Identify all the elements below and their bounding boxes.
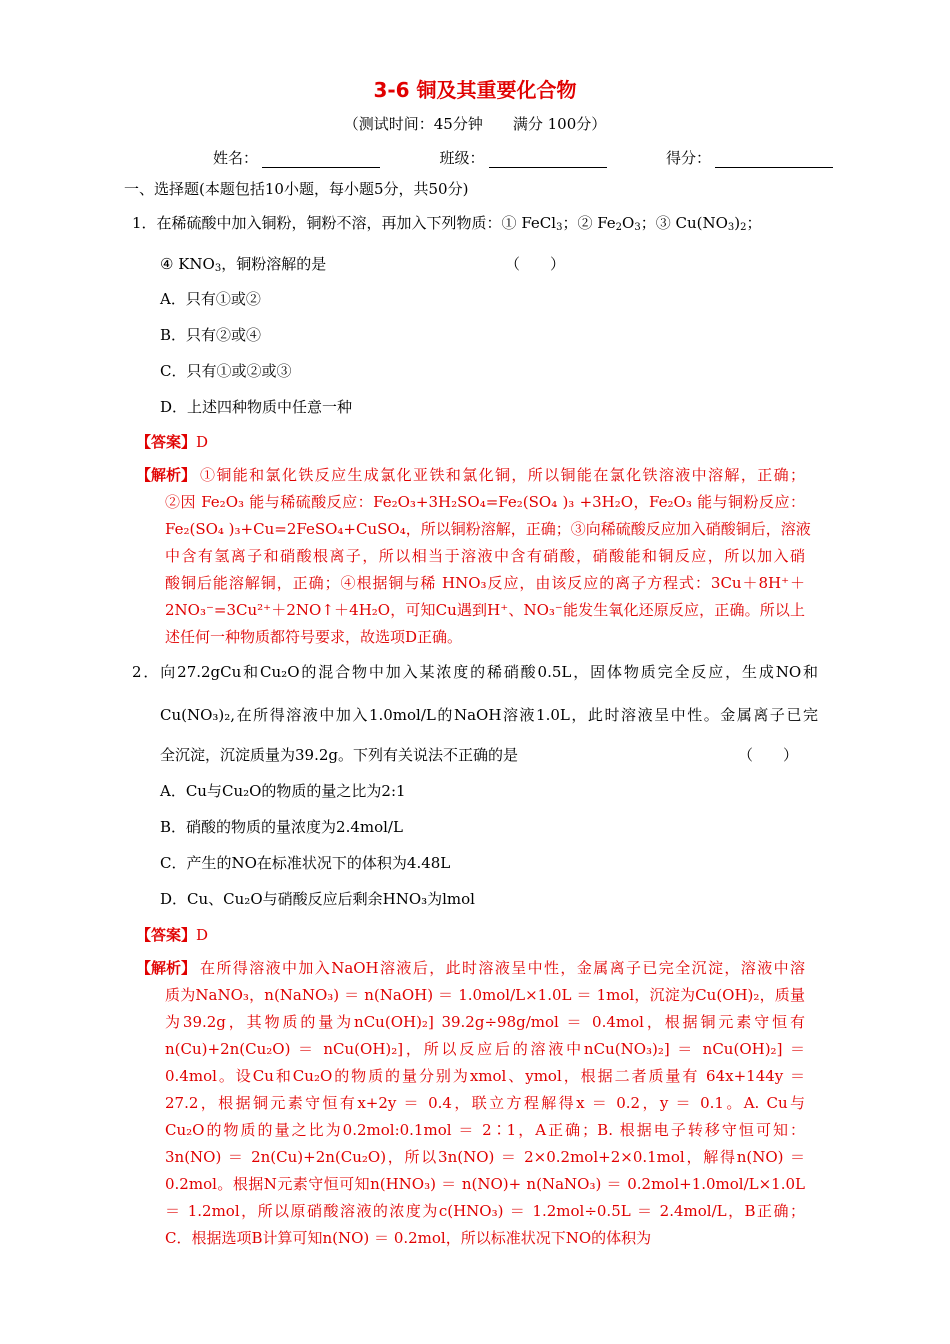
q2-analysis-line: n(Cu)+2n(Cu₂O) ＝ nCu(OH)₂]，所以反应后的溶液中nCu(NO₃)₂] ＝ nCu(OH)₂] ＝ — [165, 1040, 805, 1058]
q1-analysis-line: 酸铜后能溶解铜，正确；④根据铜与稀 HNO₃反应，由该反应的离子方程式：3Cu＋8H⁺＋ — [165, 574, 805, 592]
q2-stem-line-2: Cu(NO₃)₂,在所得溶液中加入1.0mol/L的NaOH溶液1.0L，此时溶液呈中性。金属离子已完 — [160, 706, 818, 724]
score-field — [666, 147, 833, 168]
q2-option-a: A．Cu与Cu₂O的物质的量之比为2:1 — [160, 782, 406, 800]
q2-option-c: C．产生的NO在标准状况下的体积为4.48L — [160, 854, 451, 872]
q2-answer: 【答案】D — [136, 926, 209, 944]
q2-analysis-line: 0.2mol。根据N元素守恒可知n(HNO₃) ＝ n(NO)+ n(NaNO₃) ＝ 0.2mol+1.0mol/L×1.0L — [165, 1175, 805, 1193]
q1-analysis-line: ①铜能和氯化铁反应生成氯化亚铁和氯化铜，所以铜能在氯化铁溶液中溶解，正确； — [200, 466, 805, 484]
q2-option-d: D．Cu、Cu₂O与硝酸反应后剩余HNO₃为lmol — [160, 890, 475, 908]
q2-stem-line-3: 全沉淀，沉淀质量为39.2g。下列有关说法不正确的是 — [160, 746, 519, 764]
q2-analysis-line: 在所得溶液中加入NaOH溶液后，此时溶液呈中性，金属离子已完全沉淀，溶液中溶 — [200, 959, 805, 977]
q1-analysis-line: Fe₂(SO₄ )₃+Cu=2FeSO₄+CuSO₄，所以铜粉溶解，正确；③向稀硫酸反应加入硝酸铜后，溶液 — [165, 520, 811, 538]
score-blank — [715, 151, 833, 168]
q1-option-c: C．只有①或②或③ — [160, 362, 292, 380]
q1-option-b: B．只有②或④ — [160, 326, 262, 344]
q1-stem-line-2: ④ $KNO_3$，铜粉溶解的是 — [160, 255, 327, 274]
q1-option-d: D．上述四种物质中任意一种 — [160, 398, 353, 416]
q2-analysis-line: 为39.2g，其物质的量为nCu(OH)₂] 39.2g÷98g/mol ＝ 0.4mol，根据铜元素守恒有 — [165, 1013, 805, 1031]
class-blank — [489, 151, 607, 168]
test-info: （测试时间：45分钟 满分 100分） — [343, 115, 607, 133]
q1-analysis-tag: 【解析】 — [136, 466, 197, 484]
q1-stem-line-1: 1．在稀硫酸中加入铜粉，铜粉不溶，再加入下列物质：① FeCl$_3$；② $Fe_2O_3$；③ $Cu(NO_3)_2$； — [132, 214, 762, 233]
q2-stem-line-1: 2．向27.2gCu和Cu₂O的混合物中加入某浓度的稀硝酸0.5L，固体物质完全反应，生成NO和 — [132, 663, 818, 681]
name-blank — [262, 151, 380, 168]
name-label: 姓名： — [213, 149, 259, 167]
q2-analysis-line: 质为NaNO₃，n(NaNO₃) ＝ n(NaOH) ＝ 1.0mol/L×1.0L ＝ 1mol，沉淀为Cu(OH)₂，质量 — [165, 986, 805, 1004]
q1-option-a: A．只有①或② — [160, 290, 261, 308]
q2-analysis-line: 3n(NO) ＝ 2n(Cu)+2n(Cu₂O)，所以3n(NO) ＝ 2×0.2mol+2×0.1mol，解得n(NO) ＝ — [165, 1148, 805, 1166]
q1-analysis-line: ②因 Fe₂O₃ 能与稀硫酸反应：Fe₂O₃+3H₂SO₄=Fe₂(SO₄ )₃ +3H₂O，Fe₂O₃ 能与铜粉反应： — [165, 493, 805, 511]
q1-analysis-line: 中含有氢离子和硝酸根离子，所以相当于溶液中含有硝酸，硝酸能和铜反应，所以加入硝 — [165, 547, 805, 565]
q1-analysis-line: 述任何一种物质都符号要求，故选项D正确。 — [165, 628, 463, 646]
student-info-row — [213, 147, 833, 168]
q2-analysis-line: Cu₂O的物质的量之比为0.2mol:0.1mol ＝ 2∶1，A正确；B. 根据电子转移守恒可知： — [165, 1121, 805, 1139]
name-field — [213, 147, 380, 168]
q2-analysis-line: 27.2，根据铜元素守恒有x+2y ＝ 0.4，联立方程解得x ＝ 0.2，y ＝ 0.1。A. Cu与 — [165, 1094, 805, 1112]
q1-answer: 【答案】D — [136, 433, 209, 451]
score-label: 得分： — [665, 149, 711, 167]
q2-analysis-line: ＝ 1.2mol，所以原硝酸溶液的浓度为c(HNO₃) ＝ 1.2mol÷0.5L ＝ 2.4mol/L，B正确； — [165, 1202, 805, 1220]
q1-answer-bracket: （ ） — [505, 255, 566, 273]
q2-option-b: B．硝酸的物质的量浓度为2.4mol/L — [160, 818, 403, 836]
q2-analysis-tag: 【解析】 — [136, 959, 197, 977]
section-heading: 一、选择题(本题包括10小题，每小题5分，共50分) — [124, 180, 469, 198]
class-label: 班级： — [439, 149, 485, 167]
page-title: 3-6 铜及其重要化合物 — [373, 78, 577, 102]
q2-analysis-line: 0.4mol。设Cu和Cu₂O的物质的量分别为xmol、ymol，根据二者质量有 64x+144y ＝ — [165, 1067, 805, 1085]
class-field — [439, 147, 606, 168]
q1-analysis-line: 2NO₃⁻=3Cu²⁺＋2NO↑＋4H₂O，可知Cu遇到H⁺、NO₃⁻能发生氧化还原反应，正确。所以上 — [165, 601, 805, 619]
q2-answer-bracket: （ ） — [738, 746, 799, 764]
q2-analysis-line: C．根据选项B计算可知n(NO) ＝ 0.2mol，所以标准状况下NO的体积为 — [165, 1229, 652, 1247]
